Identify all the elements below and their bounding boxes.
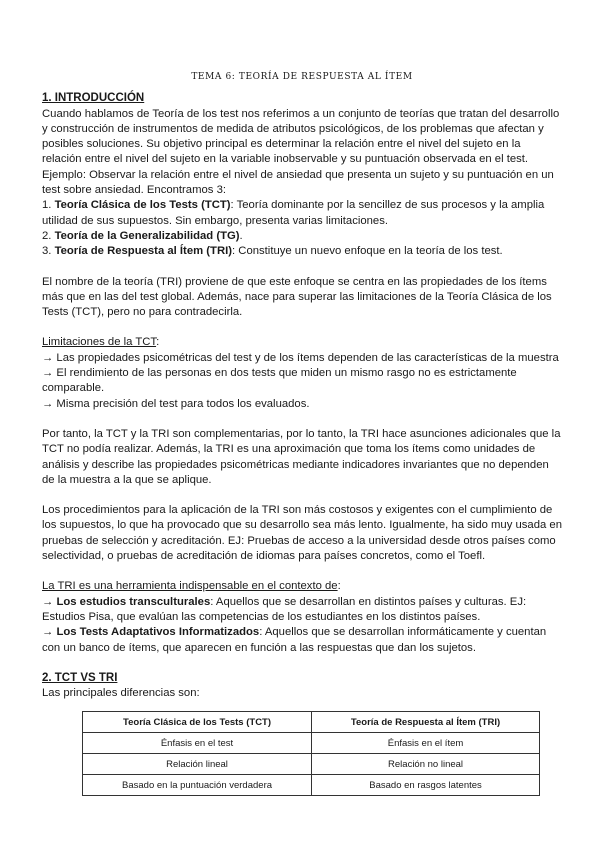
page-title: TEMA 6: TEORÍA DE RESPUESTA AL ÍTEM [191, 72, 413, 82]
limitation-item: → Las propiedades psicométricas del test y de los ítems dependen de las características de la muestra [42, 351, 559, 364]
list-item: 3. Teoría de Respuesta al Ítem (TRI): Constituye un nuevo enfoque en la teoría de los test. [42, 245, 503, 258]
section-heading-introduccion: 1. INTRODUCCIÓN [42, 92, 145, 105]
table-header-row [83, 712, 540, 733]
comparison-table [82, 711, 540, 796]
limitations-heading: Limitaciones de la TCT: [42, 336, 160, 349]
tool-item: → Los Tests Adaptativos Informatizados: Aquellos que se desarrollan informáticamente y cuentan con un banco de ítems, que aparecen en función a las respuestas que dan los sujetos. [42, 626, 547, 654]
list-item: 2. Teoría de la Generalizabilidad (TG). [42, 229, 243, 242]
table-cell: Relación no lineal [312, 754, 540, 775]
limitation-item: → El rendimiento de las personas en dos tests que miden un mismo rasgo no es estrictamente comparable. [42, 367, 517, 395]
table-cell: Basado en rasgos latentes [312, 775, 540, 796]
limitation-item: → Misma precisión del test para todos los evaluados. [42, 397, 310, 410]
tool-heading: La TRI es una herramienta indispensable en el contexto de: [42, 580, 341, 593]
list-item: 1. Teoría Clásica de los Tests (TCT): Teoría dominante por la sencillez de sus procesos y la amplia utilidad de sus supuestos. Sin embargo, presenta varias limitaciones. [42, 199, 545, 227]
document-page [42, 70, 562, 796]
table-cell: Basado en la puntuación verdadera [83, 775, 312, 796]
intro-paragraph: Cuando hablamos de Teoría de los test nos referimos a un conjunto de teorías que tratan del desarrollo y construcción de instrumentos de medida de atributos psicológicos, de los problemas que afectan y posibles soluciones. Su objetivo principal es determinar la relación entre el nivel del sujeto en la relación entre el nivel del sujeto en la variable inobservable y su puntuación observada en el test. Ejemplo: Observar la relación entre el nivel de ansiedad que presenta un sujeto y su puntuación en un test sobre ansiedad. Encontramos 3: [42, 107, 560, 197]
table-cell: Énfasis en el test [83, 733, 312, 754]
table-row [83, 775, 540, 796]
table-cell: Énfasis en el ítem [312, 733, 540, 754]
table-header-cell: Teoría Clásica de los Tests (TCT) [83, 712, 312, 733]
paragraph-procedimientos: Los procedimientos para la aplicación de la TRI son más costosos y exigentes con el cumplimiento de los supuestos, lo que ha provocado que su desarrollo sea más lento. Igualmente, ha sido muy usada en pruebas de selección y acreditación. EJ: Pruebas de acceso a la universidad desde otros países como selectividad, o pruebas de acreditación de idiomas para países concretos, como el Toefl. [42, 504, 562, 563]
section-heading-tct-vs-tri: 2. TCT VS TRI [42, 671, 118, 684]
table-row [83, 733, 540, 754]
table-row [83, 754, 540, 775]
table-header-cell: Teoría de Respuesta al Ítem (TRI) [312, 712, 540, 733]
tool-item: → Los estudios transculturales: Aquellos que se desarrollan en distintos países y culturas. EJ: Estudios Pisa, que evalúan las competencias de los estudiantes en los distintos países. [42, 595, 527, 623]
table-cell: Relación lineal [83, 754, 312, 775]
differences-intro: Las principales diferencias son: [42, 687, 200, 700]
paragraph-nombre: El nombre de la teoría (TRI) proviene de que este enfoque se centra en las propiedades de los ítems más que en las del test global. Además, nace para superar las limitaciones de la Teoría Clásica de los Tests (TCT), pero no para contradecirla. [42, 275, 552, 319]
paragraph-complementarias: Por tanto, la TCT y la TRI son complementarias, por lo tanto, la TRI hace asunciones adicionales que la TCT no podía realizar. Además, la TRI es una aproximación que toma los ítems como unidades de análisis y describe las propiedades psicométricas mediante indicadores invariantes que no dependen de la muestra a la que se aplique. [42, 427, 561, 486]
